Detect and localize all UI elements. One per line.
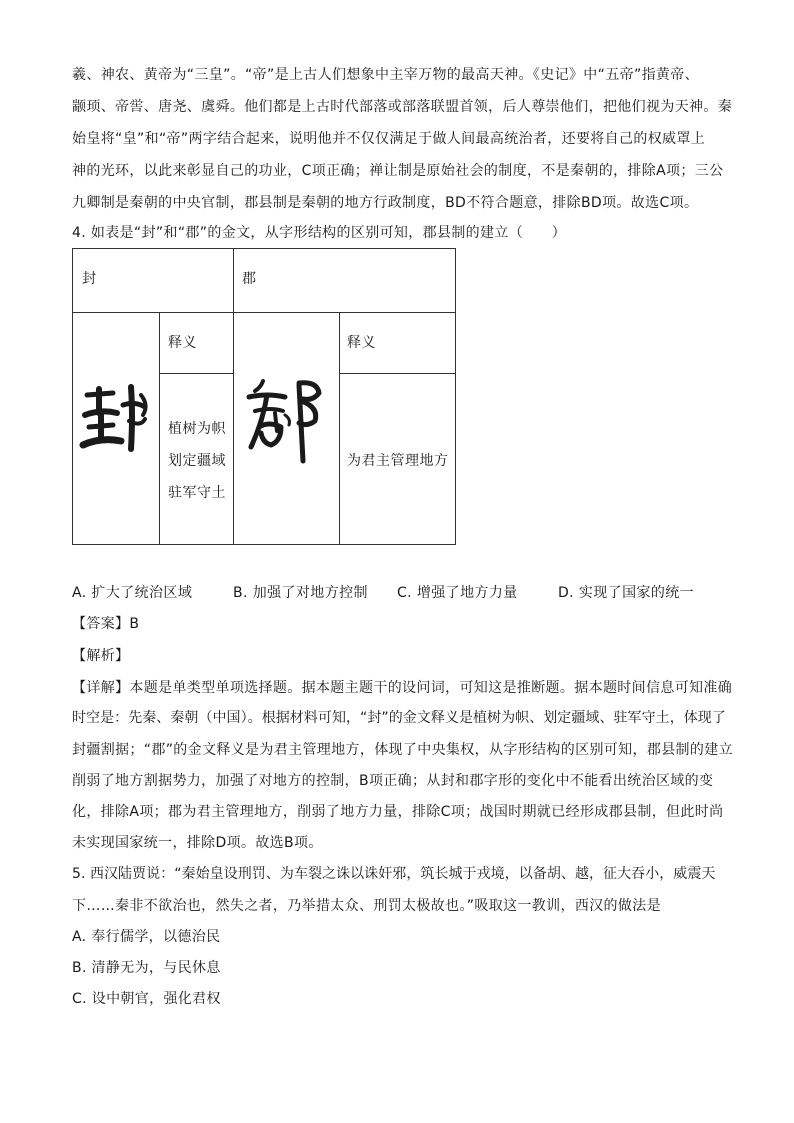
detail-line: 化，排除A项；郡为君主管理地方，削弱了地方力量，排除C项；战国时期就已经形成郡县制，但此时尚 xyxy=(72,804,724,820)
meaning-feng-line: 驻军守土 xyxy=(168,485,226,501)
table-divider xyxy=(339,312,340,544)
analysis-tag: 【解析】 xyxy=(72,648,130,664)
table-divider xyxy=(159,312,160,544)
meaning-feng-line: 植树为帜 xyxy=(168,421,226,437)
bronze-feng-glyph-icon xyxy=(79,375,153,465)
detail-line: 未实现国家统一，排除D项。故选B项。 xyxy=(72,835,323,851)
text-line: 九卿制是秦朝的中央官制，郡县制是秦朝的地方行政制度，BD不符合题意，排除BD项。故选C项。 xyxy=(72,195,699,211)
meaning-label-feng: 释义 xyxy=(168,335,197,351)
option-c[interactable]: C. 增强了地方力量 xyxy=(397,585,518,601)
question-5-option-c[interactable]: C. 设中朝官，强化君权 xyxy=(72,991,221,1007)
bronze-script-table xyxy=(72,248,456,545)
meaning-feng-line: 划定疆域 xyxy=(168,453,226,469)
detail-line: 时空是：先秦、秦朝（中国）。根据材料可知，“封”的金文释义是植树为帜、划定疆域、驻军守土，体现了 xyxy=(72,710,726,726)
option-b[interactable]: B. 加强了对地方控制 xyxy=(233,585,368,601)
answer-line xyxy=(72,614,732,634)
question-5-option-a[interactable]: A. 奉行儒学，以德治民 xyxy=(72,929,221,945)
detail-line: 削弱了地方割据势力，加强了对地方的控制，B项正确；从封和郡字形的变化中不能看出统治区域的变 xyxy=(72,773,714,789)
table-header-feng: 封 xyxy=(82,271,97,287)
text-line: 颛顼、帝喾、唐尧、虞舜。他们都是上古时代部落或部落联盟首领，后人尊崇他们，把他们视为天神。秦 xyxy=(72,99,733,115)
bronze-jun-glyph-icon xyxy=(241,371,331,471)
question-5-option-b[interactable]: B. 清静无为，与民休息 xyxy=(72,960,221,976)
meaning-jun: 为君主管理地方 xyxy=(347,453,449,469)
table-divider xyxy=(339,373,455,374)
text-line: 始皇将“皇”和“帝”两字结合起来，说明他并不仅仅满足于做人间最高统治者，还要将自己的权威罩上 xyxy=(72,131,706,147)
answer-value: B xyxy=(129,616,140,632)
table-header-jun: 郡 xyxy=(242,271,257,287)
meaning-label-jun: 释义 xyxy=(347,335,376,351)
text-line: 神的光环，以此来彰显自己的功业，C项正确；禅让制是原始社会的制度，不是秦朝的，排除A项；三公 xyxy=(72,163,724,179)
text-line: 羲、神农、黄帝为“三皇”。“帝”是上古人们想象中主宰万物的最高天神。《史记》中“五帝”指黄帝、 xyxy=(72,67,699,83)
table-divider xyxy=(233,249,234,544)
option-a[interactable]: A. 扩大了统治区域 xyxy=(72,585,193,601)
detail-line: 【详解】本题是单类型单项选择题。据本题主题干的设问词，可知这是推断题。据本题时间信息可知准确 xyxy=(72,680,733,696)
table-divider xyxy=(73,312,455,313)
answer-tag: 【答案】 xyxy=(72,616,130,632)
detail-line: 封疆割据；“郡”的金文释义是为君主管理地方，体现了中央集权，从字形结构的区别可知，郡县制的建立 xyxy=(72,742,733,758)
question-5-stem: 5. 西汉陆贾说：“秦始皇设刑罚、为车裂之诛以诛奸邪，筑长城于戎境，以备胡、越，征大吞小，威震天 xyxy=(72,866,716,882)
question-5-stem: 下……秦非不欲治也，然失之者，乃举措太众、刑罚太极故也。”吸取这一教训，西汉的做法是 xyxy=(72,898,661,914)
question-4-stem: 4. 如表是“封”和“郡”的金文，从字形结构的区别可知，郡县制的建立（ ） xyxy=(72,225,567,241)
table-divider xyxy=(159,373,233,374)
question-4-options xyxy=(72,583,732,603)
option-d[interactable]: D. 实现了国家的统一 xyxy=(558,585,695,601)
